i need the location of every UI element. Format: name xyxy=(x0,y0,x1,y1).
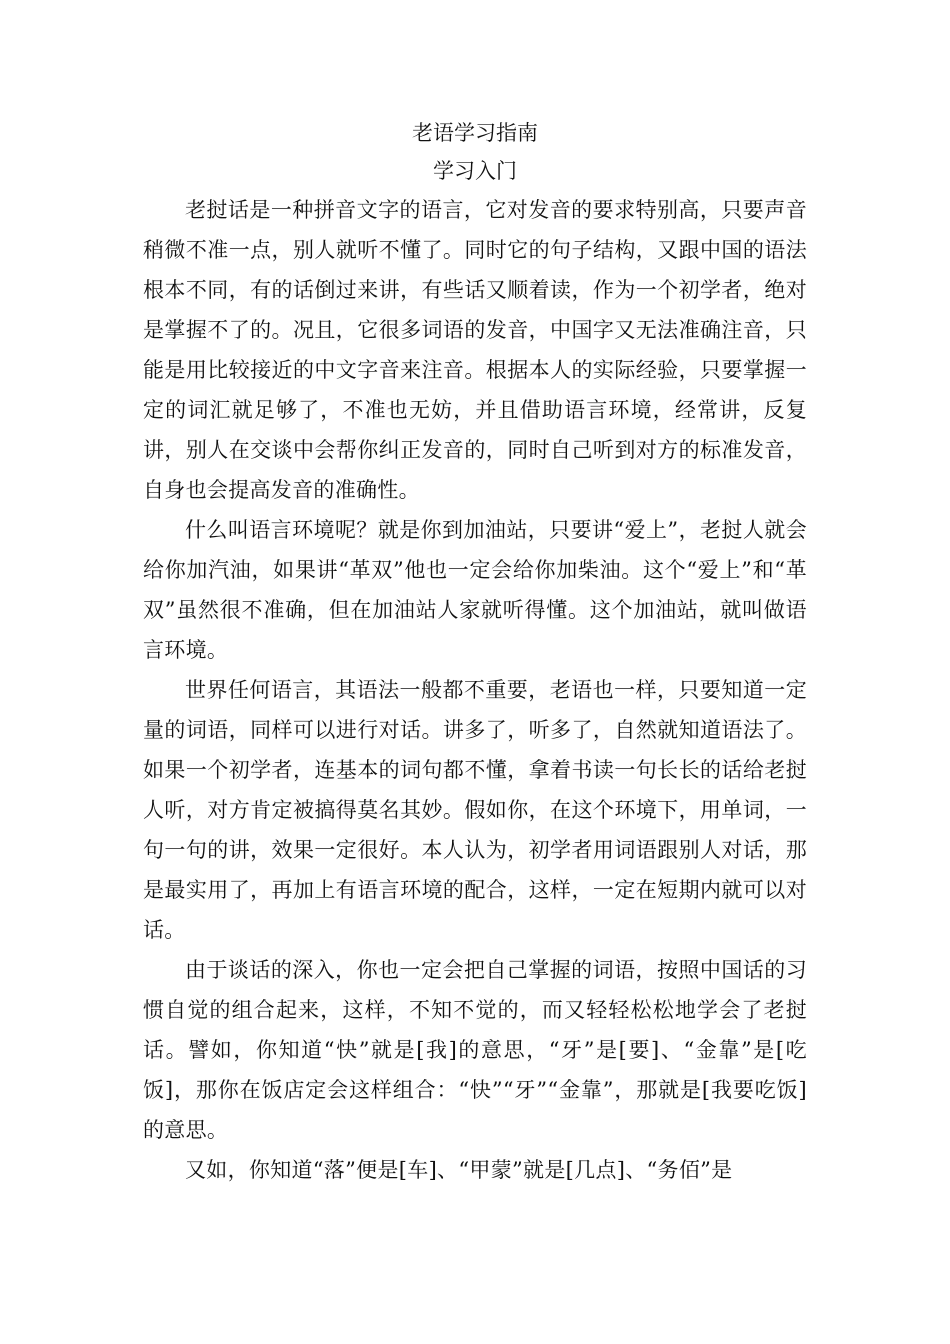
document-title: 老语学习指南 xyxy=(412,121,538,145)
document-page xyxy=(143,114,807,1190)
paragraph-2: 什么叫语言环境呢？就是你到加油站，只要讲“爱上”，老挝人就会给你加汽油，如果讲“革双”他也一定会给你加柴油。这个“爱上”和“革双”虽然很不准确，但在加油站人家就听得懂。这个加油站，就叫做语言环境。 xyxy=(143,518,807,662)
paragraph-4: 由于谈话的深入，你也一定会把自己掌握的词语，按照中国话的习惯自觉的组合起来，这样，不知不觉的，而又轻轻松松地学会了老挝话。譬如，你知道“快”就是[我]的意思，“牙”是[要]、“金靠”是[吃饭]，那你在饭店定会这样组合：“快”“牙”“金靠”，那就是[我要吃饭]的意思。 xyxy=(143,958,807,1142)
paragraph-5: 又如，你知道“落”便是[车]、“甲蒙”就是[几点]、“务佰”是 xyxy=(185,1158,733,1182)
section-subtitle: 学习入门 xyxy=(433,159,517,183)
paragraph-1: 老挝话是一种拼音文字的语言，它对发音的要求特别高，只要声音稍微不准一点，别人就听不懂了。同时它的句子结构，又跟中国的语法根本不同，有的话倒过来讲，有些话又顺着读，作为一个初学者，绝对是掌握不了的。况且，它很多词语的发音，中国字又无法准确注音，只能是用比较接近的中文字音来注音。根据本人的实际经验，只要掌握一定的词汇就足够了，不准也无妨，并且借助语言环境，经常讲，反复讲，别人在交谈中会帮你纠正发音的，同时自己听到对方的标准发音，自身也会提高发音的准确性。 xyxy=(143,198,807,502)
paragraph-3: 世界任何语言，其语法一般都不重要，老语也一样，只要知道一定量的词语，同样可以进行对话。讲多了，听多了，自然就知道语法了。如果一个初学者，连基本的词句都不懂，拿着书读一句长长的话给老挝人听，对方肯定被搞得莫名其妙。假如你，在这个环境下，用单词，一句一句的讲，效果一定很好。本人认为，初学者用词语跟别人对话，那是最实用了，再加上有语言环境的配合，这样，一定在短期内就可以对话。 xyxy=(143,678,807,942)
